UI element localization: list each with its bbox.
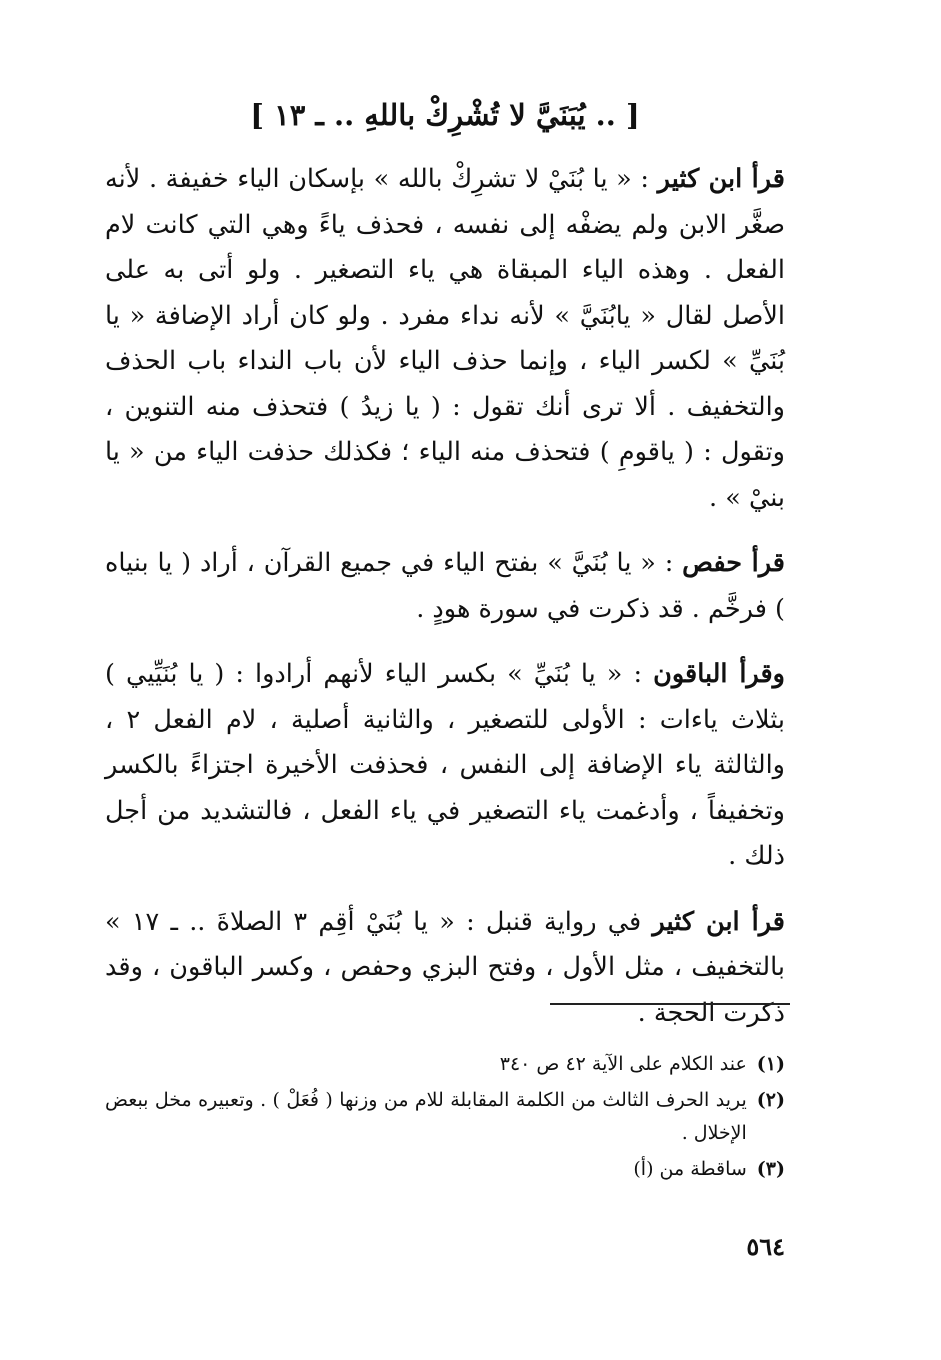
- footnote-number: (٢): [756, 1089, 785, 1111]
- footnotes: [105, 1048, 785, 1189]
- footnote-text: عند الكلام على الآية ٤٢ ص ٣٤٠: [499, 1053, 747, 1075]
- page-number: ٥٦٤: [746, 1232, 785, 1261]
- footnote-number: (٣): [756, 1158, 785, 1180]
- paragraph-text: : « يا بُنَيِّ » بكسر الياء لأنهم أرادوا : ( يا بُنَيِّيي ) بثلاث ياءات : الأولى للتصغير ، والثانية أصلية ، لام الفعل ٢ ، والثالثة ياء الإضافة إلى النفس ، فحذفت الأخيرة اجتزاءً بالكسر وتخفيفاً ، وأدغمت ياء التصغير في ياء الفعل ، فالتشديد من أجل ذلك .: [105, 659, 785, 871]
- footnote-3: [105, 1153, 785, 1186]
- paragraph-1: [105, 157, 785, 521]
- reader-name: وقرأ الباقون: [653, 659, 785, 689]
- paragraph-4: [105, 900, 785, 1037]
- footnote-2: [105, 1084, 785, 1150]
- reader-name: قرأ حفص: [682, 548, 786, 578]
- footnote-divider: [550, 1003, 790, 1005]
- paragraph-3: [105, 652, 785, 880]
- paragraph-2: [105, 541, 785, 632]
- page-header: [ .. يُبَنَيَّ لا تُشْرِكْ باللهِ .. ـ ١٣ ]: [250, 98, 640, 132]
- paragraph-text: : « يا بُنَيَّ » بفتح الياء في جميع القرآن ، أراد ( يا بنياه ) فرخَّم . قد ذكرت في سورة هودٍ .: [105, 548, 785, 624]
- paragraph-text: : « يا بُنَيْ لا تشرِكْ بالله » بإسكان الياء خفيفة . لأنه صغَّر الابن ولم يضفْه إلى نفسه ، فحذف ياءً وهي التي كانت لام الفعل . وهذه الياء المبقاة هي ياء التصغير . ولو أتى به على الأصل لقال « يابُنَيَّ » لأنه نداء مفرد . ولو كان أراد الإضافة « يا بُنَيِّ » لكسر الياء ، وإنما حذف الياء لأن باب النداء باب الحذف والتخفيف . ألا ترى أنك تقول : ( يا زيدُ ) فتحذف منه التنوين ، وتقول : ( ياقومِ ) فتحذف منه الياء ؛ فكذلك حذفت الياء من « يا بنيْ » .: [105, 164, 785, 513]
- paragraph-text: في رواية قنبل : « يا بُنَيْ أقِم ٣ الصلاةَ .. ـ ١٧ » بالتخفيف ، مثل الأول ، وفتح البزي وحفص ، وكسر الباقون ، وقد ذكرت الحجة .: [105, 906, 785, 1028]
- page-body: [105, 95, 785, 1056]
- reader-name: قرأ ابن كثير: [657, 164, 785, 194]
- footnote-number: (١): [756, 1053, 785, 1075]
- reader-name: قرأ ابن كثير: [652, 906, 785, 937]
- footnote-text: يريد الحرف الثالث من الكلمة المقابلة للام من وزنها ( فُعَلْ ) . وتعبيره مخل ببعض الإخلال .: [105, 1089, 747, 1144]
- footnote-1: [105, 1048, 785, 1081]
- footnote-text: ساقطة من (أ): [633, 1158, 747, 1180]
